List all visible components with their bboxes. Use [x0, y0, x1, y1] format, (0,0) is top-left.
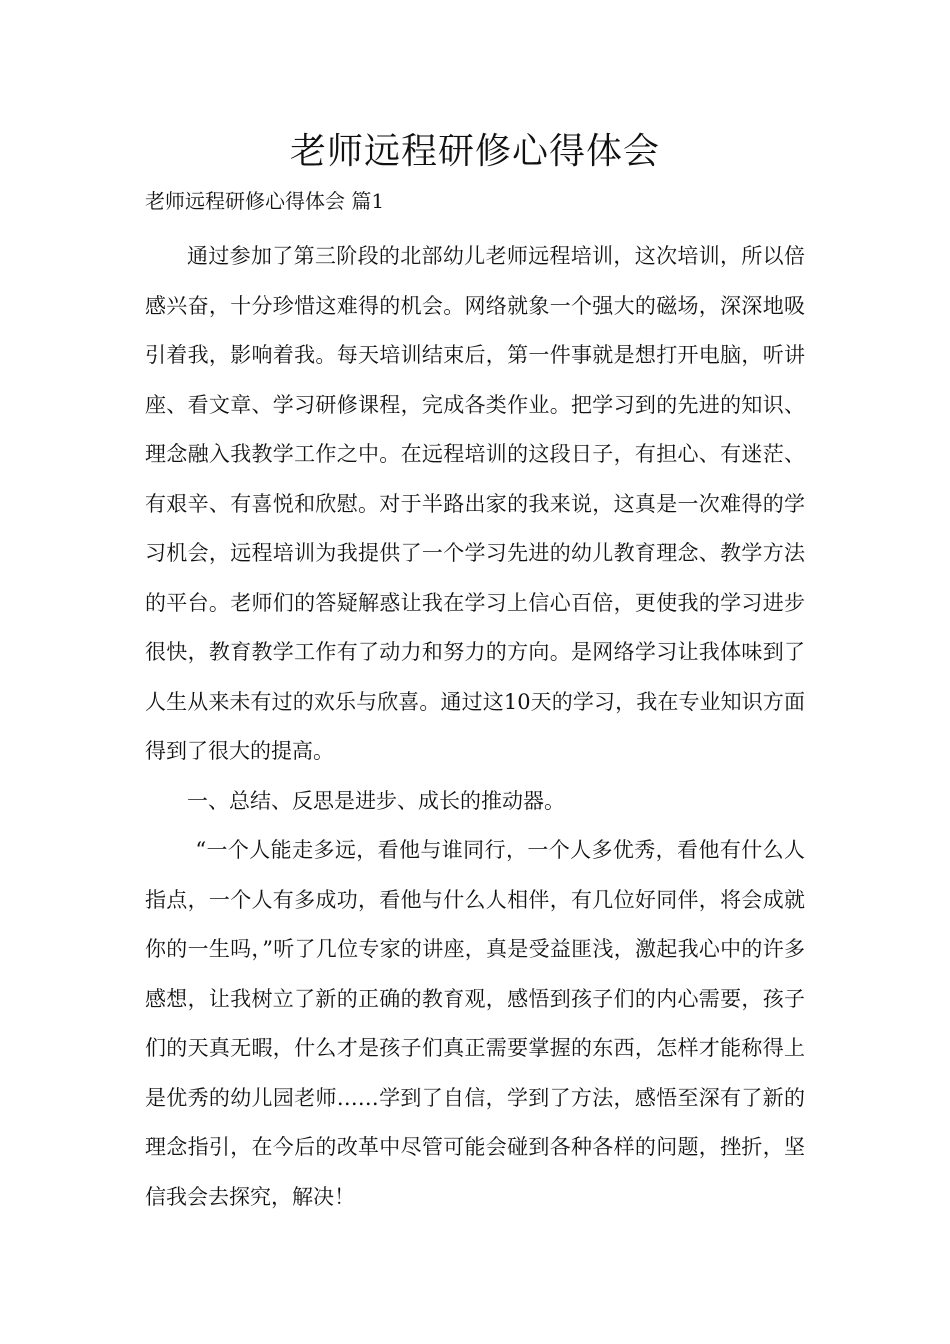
document-body — [145, 232, 805, 1222]
document-title: 老师远程研修心得体会 — [289, 131, 660, 172]
section-heading: 老师远程研修心得体会 篇1 — [145, 189, 385, 213]
paragraph-heading-one: 一、总结、反思是进步、成长的推动器。 — [187, 788, 565, 813]
paragraph-intro: 通过参加了第三阶段的北部幼儿老师远程培训，这次培训，所以倍感兴奋，十分珍惜这难得的机会。网络就象一个强大的磁场，深深地吸引着我，影响着我。每天培训结束后，第一件事就是想打开电脑，听讲座、看文章、学习研修课程，完成各类作业。把学习到的先进的知识、理念融入我教学工作之中。在远程培训的这段日子，有担心、有迷茫、有艰辛、有喜悦和欣慰。对于半路出家的我来说，这真是一次难得的学习机会，远程培训为我提供了一个学习先进的幼儿教育理念、教学方法的平台。老师们的答疑解惑让我在学习上信心百倍，更使我的学习进步很快，教育教学工作有了动力和努力的方向。是网络学习让我体味到了人生从来未有过的欢乐与欣喜。通过这10天的学习，我在专业知识方面得到了很大的提高。 — [145, 244, 805, 763]
paragraph-quote: “一个人能走多远，看他与谁同行，一个人多优秀，看他有什么人指点，一个人有多成功，看他与什么人相伴，有几位好同伴，将会成就你的一生吗，”听了几位专家的讲座，真是受益匪浅，激起我心中的许多感想，让我树立了新的正确的教育观，感悟到孩子们的内心需要，孩子们的天真无暇，什么才是孩子们真正需要掌握的东西，怎样才能称得上是优秀的幼儿园老师……学到了自信，学到了方法，感悟至深有了新的理念指引，在今后的改革中尽管可能会碰到各种各样的问题，挫折，坚信我会去探究，解决！ — [145, 838, 805, 1209]
